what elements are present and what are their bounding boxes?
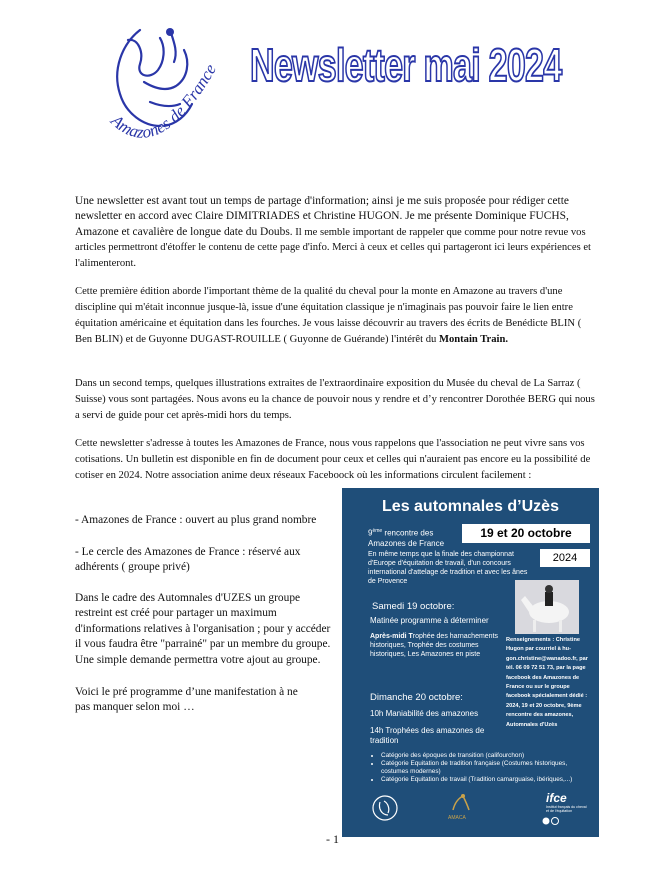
facebook-group-item-1: - Amazones de France : ouvert au plus grand nombre <box>75 514 317 526</box>
saturday-morning: Matinée programme à déterminer <box>370 616 489 625</box>
poster-year-box: 2024 <box>540 549 590 567</box>
category-list <box>370 752 585 784</box>
intro-p2-bold: Montain Train. <box>438 334 509 345</box>
sunday-title: Dimanche 20 octobre: <box>370 692 463 703</box>
afternoon-text: rophée des harnachements historiques, Trophée des costumes historiques, Les Amazones en piste <box>370 633 499 658</box>
programme-intro: Voici le pré programme d’une manifestation à ne pas manquer selon moi … <box>75 686 298 714</box>
category-item-3: • Catégorie Equitation de travail (Tradition camarguaise, ibériques,...) <box>381 776 585 784</box>
page-title: Newsletter mai 2024 <box>250 39 562 91</box>
sponsor-amaca: AMACA <box>448 815 466 821</box>
edition-number: 9 <box>368 528 373 538</box>
sponsor-ifce: ifce <box>546 791 567 805</box>
intro-paragraph-1 <box>75 194 595 271</box>
page-number: - 1 <box>326 832 339 846</box>
sunday-14h: 14h Trophées des amazones de tradition <box>370 726 485 745</box>
sponsor-ifce-sub: Institut français du cheval et de l'équitation <box>546 805 587 814</box>
edition-sup: ème <box>372 528 383 534</box>
amazones-logo-icon <box>370 793 400 823</box>
amaca-logo-icon <box>449 792 473 814</box>
horse-rider-photo <box>515 580 579 634</box>
category-item-1: • Catégorie des époques de transition (califourchon) <box>381 752 585 760</box>
amazones-de-france-logo <box>100 22 235 162</box>
intro-p1a: Une newsletter est avant tout un temps de partage d'information; ainsi je me suis proposée pour rédiger cette newsletter en accord avec Claire DIMITRIADES et Christine HUGON. Je me présente Dominique FUCHS, Amazone et cavalière de longue date du Doubs. <box>75 195 569 238</box>
saturday-title: Samedi 19 octobre: <box>372 601 455 612</box>
poster-edition <box>368 526 468 549</box>
uzes-group-paragraph: Dans le cadre des Automnales d'UZES un groupe restreint est créé pour partager un maximum d'informations relatives à l'organisation ; pour y accéder il vous faudra être "parrainé" par un membre du groupe. Une simple demande permettra votre ajout au groupe. <box>75 592 331 666</box>
facebook-group-item-2: - Le cercle des Amazones de France : réservé aux adhérents ( groupe privé) <box>75 546 301 574</box>
saturday-afternoon <box>370 632 505 659</box>
poster-description: En même temps que la finale des championnat d'Europe d'équitation de travail, d'un concours international d'attelage de tradition et avec les ânes de Provence <box>368 551 528 585</box>
afternoon-label: Après-midi T <box>370 633 413 640</box>
ifce-partner-icons <box>542 816 564 826</box>
intro-p1b: Il me semble important de rappeler que comme pour notre revue vos articles permettront d'étoffer le contenu de cette page d'info. Merci à ceux et celles qui partageront ici leurs expériences et l'alimenteront. <box>75 226 592 269</box>
intro-paragraph-3: Dans un second temps, quelques illustrations extraites de l'extraordinaire exposition du Musée du cheval de La Sarraz ( Suisse) vous sont partagées. Nous avons eu la chance de pouvoir nous y rendre et d’y rencontrer Dorothée BERG qui nous a servi de guide pour cet après-midi hors du temps. <box>75 378 595 421</box>
intro-paragraph-4: Cette newsletter s'adresse à toutes les Amazones de France, nous vous rappelons que l'association ne peut vivre sans vos cotisations. Un bulletin est disponible en fin de document pour ceux et celles qui n'auraient pas encore eu la possibilité de cotiser en 2024. Notre association anime deux réseaux Faceboock où les informations circulent facilement : <box>75 438 591 481</box>
edition-rest: rencontre des Amazones de France <box>368 528 445 548</box>
sunday-10h: 10h Maniabilité des amazones <box>370 709 479 718</box>
automnales-poster <box>342 488 599 837</box>
poster-dates-box: 19 et 20 octobre <box>462 524 590 543</box>
poster-title: Les automnales d’Uzès <box>382 498 559 515</box>
intro-paragraph-2 <box>75 284 595 348</box>
category-item-2: • Catégorie Equitation de tradition française (Costumes historiques, costumes modernes) <box>381 760 585 776</box>
poster-info: Renseignements : Christine Hugon par courriel à hu-gon.christine@wanadoo.fr, par tél. 06 09 72 51 73, par la page facebook des Amazones de France ou sur le groupe facebook spécialement dédié : 2024, 19 et 20 octobre, 9ème rencontre des amazones, Automnales d'Uzès <box>506 637 588 728</box>
intro-p2: Cette première édition aborde l'important thème de la qualité du cheval pour la monte en Amazone au travers d'une discipline qui m'était inconnue jusque-là, issue d'une équitation classique je n'imaginais pas pouvoir faire le lien entre équitation américaine et équitation dans les fourches. Je vous laisse découvrir au travers des écrits de Benédicte BLIN ( Ben BLIN) et de Guyonne DUGAST-ROUILLE ( Guyonne de Guérande) l'intérêt du <box>75 286 582 345</box>
logo-text: Amazones de France <box>107 60 221 142</box>
